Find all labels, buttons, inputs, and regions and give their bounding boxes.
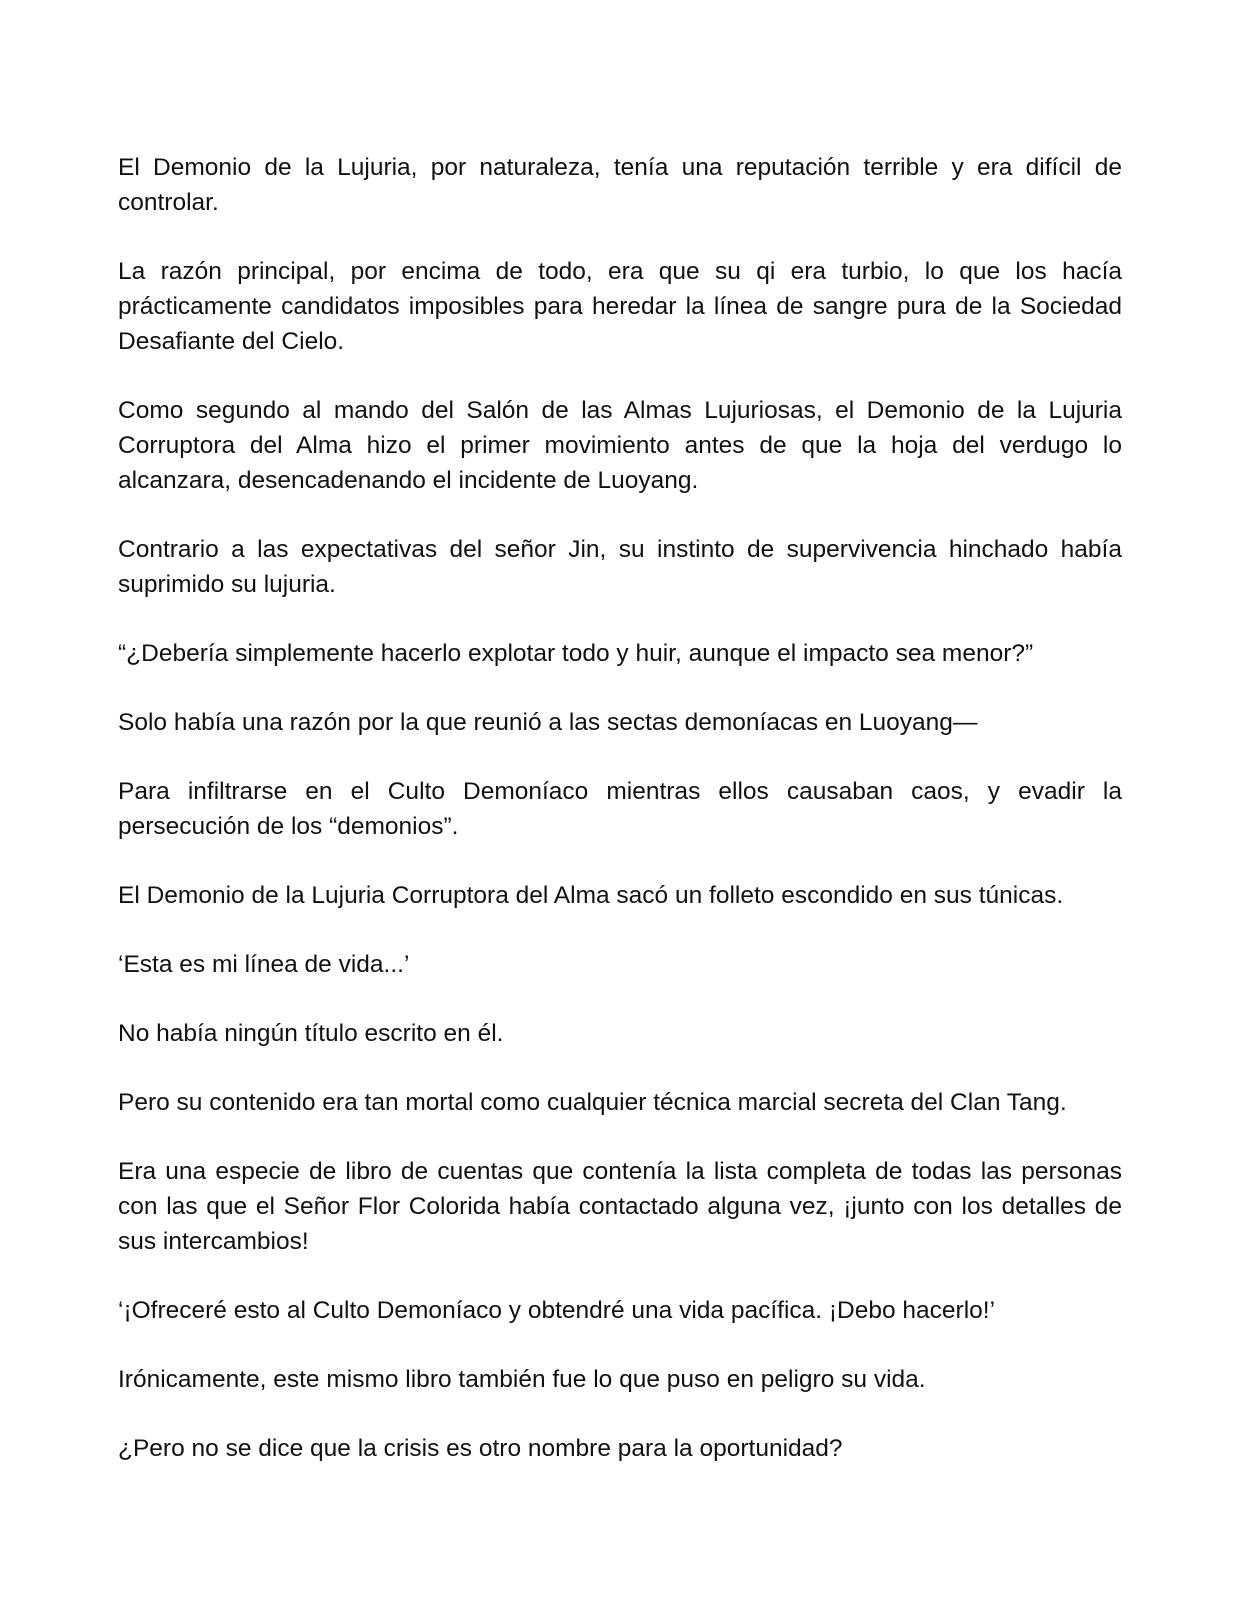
- paragraph: Como segundo al mando del Salón de las Almas Lujuriosas, el Demonio de la Lujuria Corruptora del Alma hizo el primer movimiento antes de que la hoja del verdugo lo alcanzara, desencadenando el incidente de Luoyang.: [118, 397, 1122, 494]
- paragraph: Era una especie de libro de cuentas que contenía la lista completa de todas las personas con las que el Señor Flor Colorida había contactado alguna vez, ¡junto con los detalles de sus intercambios!: [118, 1158, 1122, 1255]
- document-body: [118, 150, 1122, 1500]
- paragraph: ‘¡Ofreceré esto al Culto Demoníaco y obtendré una vida pacífica. ¡Debo hacerlo!’: [118, 1297, 996, 1324]
- paragraph: ¿Pero no se dice que la crisis es otro nombre para la oportunidad?: [118, 1435, 843, 1462]
- paragraph: Solo había una razón por la que reunió a las sectas demoníacas en Luoyang—: [118, 709, 978, 736]
- paragraph: “¿Debería simplemente hacerlo explotar todo y huir, aunque el impacto sea menor?”: [118, 640, 1034, 667]
- paragraph: El Demonio de la Lujuria Corruptora del Alma sacó un folleto escondido en sus túnicas.: [118, 882, 1064, 909]
- paragraph: Irónicamente, este mismo libro también fue lo que puso en peligro su vida.: [118, 1366, 926, 1393]
- paragraph: La razón principal, por encima de todo, era que su qi era turbio, lo que los hacía prácticamente candidatos imposibles para heredar la línea de sangre pura de la Sociedad Desafiante del Cielo.: [118, 258, 1122, 355]
- paragraph: El Demonio de la Lujuria, por naturaleza, tenía una reputación terrible y era difícil de controlar.: [118, 154, 1122, 216]
- paragraph: Pero su contenido era tan mortal como cualquier técnica marcial secreta del Clan Tang.: [118, 1089, 1067, 1116]
- paragraph: Contrario a las expectativas del señor Jin, su instinto de supervivencia hinchado había suprimido su lujuria.: [118, 536, 1122, 598]
- paragraph: ‘Esta es mi línea de vida...’: [118, 951, 410, 978]
- paragraph: Para infiltrarse en el Culto Demoníaco mientras ellos causaban caos, y evadir la persecución de los “demonios”.: [118, 778, 1122, 840]
- paragraph: No había ningún título escrito en él.: [118, 1020, 504, 1047]
